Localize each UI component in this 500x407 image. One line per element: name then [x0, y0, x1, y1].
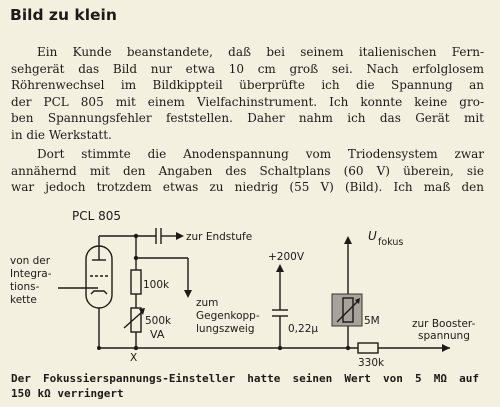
booster-arrow: [442, 344, 450, 352]
resistor-330k: [358, 343, 378, 353]
text-line: war jedoch trotzdem etwas zu niedrig (55 V) (Bild). Ich maß den: [11, 180, 484, 194]
paragraph-2: [11, 146, 484, 196]
text-line: Röhrenwechsel im Bildkippteil überprüfte ich die Spannung an: [11, 78, 484, 92]
text-line: Dort stimmte die Anodenspannung vom Triodensystem zwar: [37, 147, 484, 161]
caption-line: 150 kΩ verringert: [11, 387, 124, 400]
circuit-diagram: [10, 198, 488, 376]
output-label: zur Endstufe: [186, 231, 253, 243]
booster-label: spannung: [418, 330, 470, 342]
focus-sub-label: fokus: [378, 237, 404, 248]
junction-dot: [134, 256, 138, 260]
pot-wiper: [124, 312, 142, 328]
junction-dot: [134, 346, 138, 350]
resistor-100k-label: 100k: [143, 279, 170, 291]
pot-500k-label: 500k: [145, 315, 172, 327]
resistor-100k: [131, 270, 141, 294]
junction-dot: [346, 346, 350, 350]
text-line: annähernd mit den Angaben des Schaltplans (60 V) überein, sie: [11, 163, 484, 178]
booster-label: zur Booster-: [412, 318, 476, 330]
node-x-label: X: [130, 352, 138, 364]
junction-dot: [97, 346, 101, 350]
feedback-arrow-head: [184, 290, 192, 298]
supply-label: +200V: [268, 251, 305, 263]
article-title: Bild zu klein: [10, 6, 117, 24]
input-label: kette: [10, 294, 37, 306]
feedback-label: lungszweig: [196, 323, 255, 335]
feedback-label: zum: [196, 297, 219, 309]
focus-pot-highlight: [332, 294, 362, 326]
caption-line: Der Fokussierspannungs-Einsteller hatte seinen Wert von 5 MΩ auf: [11, 372, 479, 385]
output-arrow: [176, 232, 184, 240]
focus-arrow: [344, 236, 352, 244]
text-line: sehgerät das Bild nur etwa 10 cm groß sei. Nach erfolglosem: [11, 61, 484, 76]
paragraph-1: [11, 44, 484, 143]
cap-label: 0,22µ: [288, 323, 319, 335]
pot-5m-label: 5M: [364, 315, 380, 327]
feedback-label: Gegenkopp-: [196, 310, 260, 322]
focus-label: U: [368, 229, 377, 243]
pot-va-label: VA: [150, 328, 165, 341]
figure-caption: [11, 371, 479, 401]
junction-dot: [134, 234, 138, 238]
junction-dot: [278, 346, 282, 350]
input-label: tions-: [10, 281, 40, 293]
supply-arrow: [276, 264, 284, 272]
text-line: Ein Kunde beanstandete, daß bei seinem italienischen Fern-: [37, 45, 484, 59]
text-line: ben Spannungsfehler feststellen. Daher nahm ich das Gerät mit: [11, 111, 484, 125]
resistor-330k-label: 330k: [358, 357, 385, 369]
text-line: in die Werkstatt.: [11, 127, 112, 142]
input-label: von der: [10, 255, 51, 267]
tube-label: PCL 805: [72, 209, 122, 223]
input-label: Integra-: [10, 268, 52, 280]
text-line: der PCL 805 mit einem Vielfachinstrument. Ich konnte keine gro-: [11, 94, 484, 109]
tube-cathode: [91, 291, 107, 294]
